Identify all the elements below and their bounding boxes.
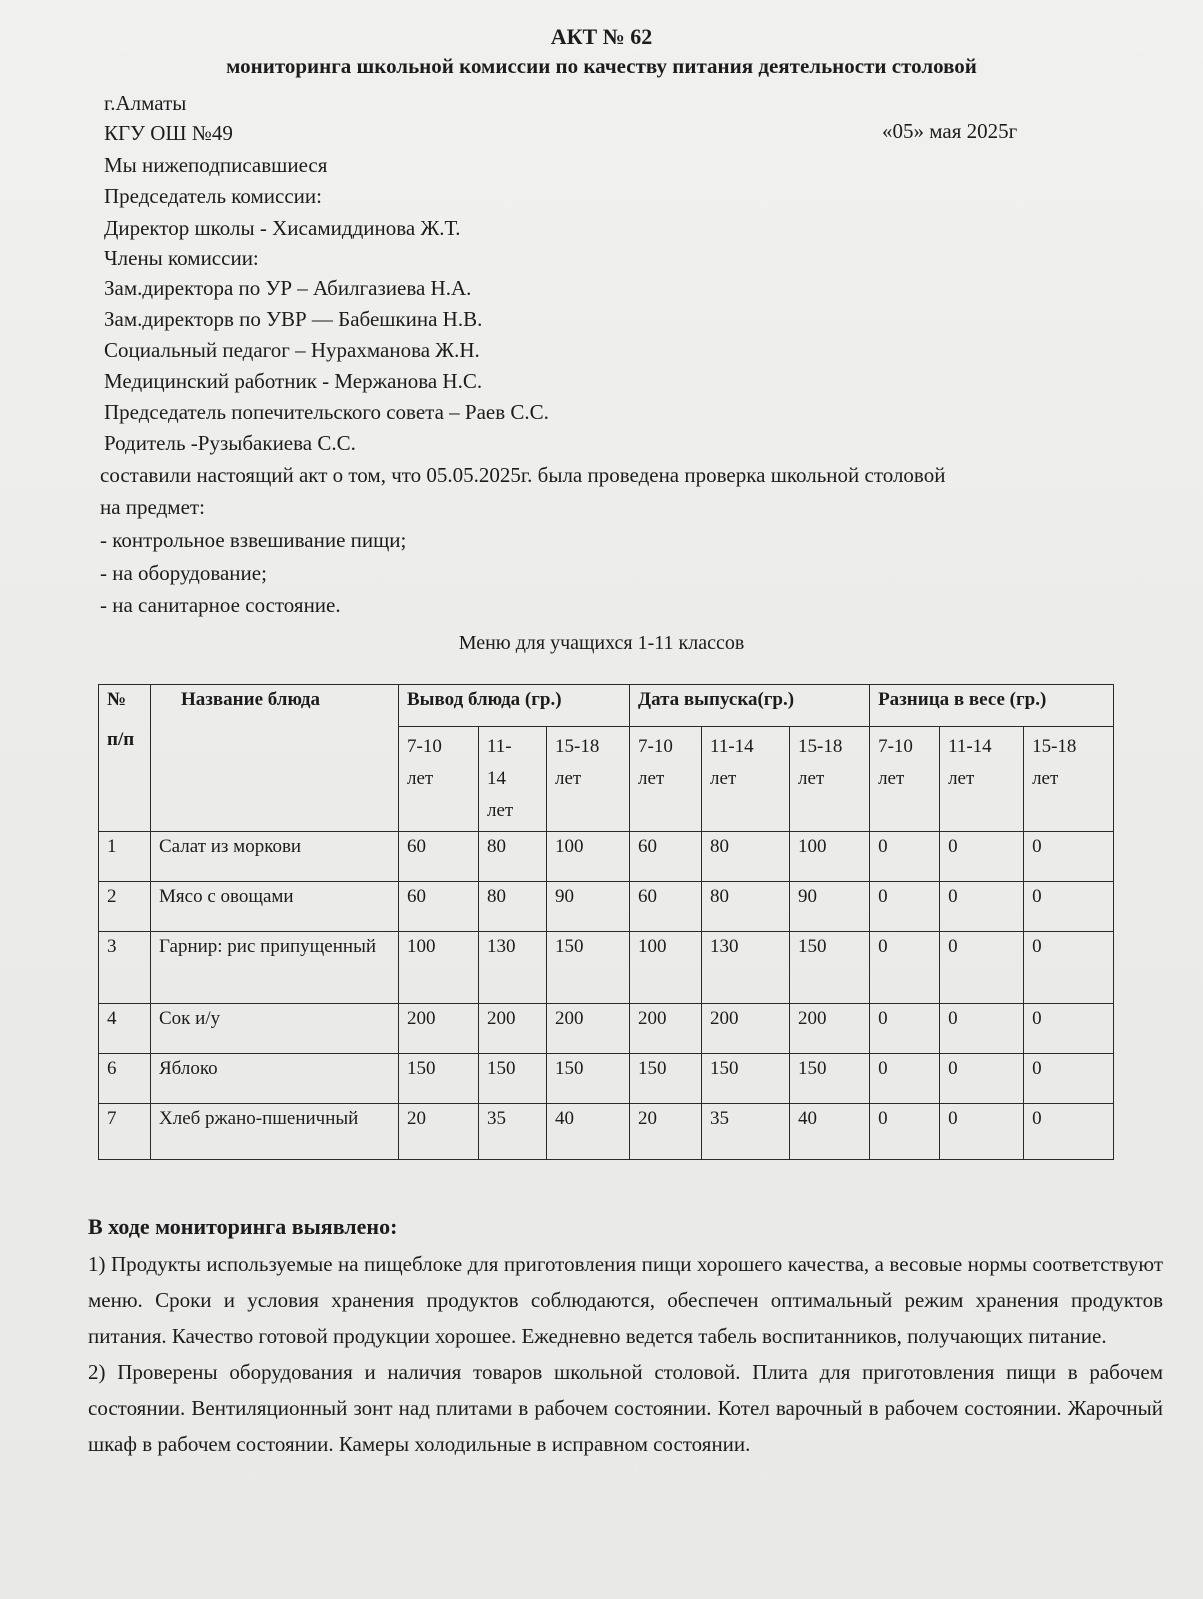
cell-value: 0: [940, 882, 1024, 932]
subheader-age: 11- 14 лет: [479, 727, 547, 832]
table-row: [99, 932, 1114, 1004]
act-date: «05» мая 2025г: [882, 119, 1018, 143]
cell-value: 20: [399, 1104, 479, 1160]
cell-value: 0: [940, 1054, 1024, 1104]
header-difference: Разница в весе (гр.): [870, 685, 1114, 727]
table-header-row: [99, 685, 1114, 727]
header-dish-name: Название блюда: [151, 685, 399, 832]
cell-value: 35: [479, 1104, 547, 1160]
cell-value: 130: [479, 932, 547, 1004]
body-line: на предмет:: [100, 495, 205, 519]
header-release: Дата выпуска(гр.): [630, 685, 870, 727]
cell-value: 200: [630, 1004, 702, 1054]
cell-value: 0: [1024, 882, 1114, 932]
body-line: Председатель попечительского совета – Раев С.С.: [104, 400, 549, 424]
cell-value: 80: [479, 832, 547, 882]
cell-value: 150: [479, 1054, 547, 1104]
cell-value: 0: [940, 832, 1024, 882]
body-line: Зам.директорв по УВР — Бабешкина Н.В.: [104, 307, 483, 331]
subheader-age: 15-18 лет: [790, 727, 870, 832]
header-num: № п/п: [99, 685, 151, 832]
body-line: Директор школы - Хисамиддинова Ж.Т.: [104, 216, 461, 240]
school-name: КГУ ОШ №49: [104, 121, 233, 145]
cell-value: 60: [399, 882, 479, 932]
cell-value: 0: [870, 1004, 940, 1054]
table-row: [99, 1104, 1114, 1160]
cell-value: 90: [547, 882, 630, 932]
header-output: Вывод блюда (гр.): [399, 685, 630, 727]
cell-value: 100: [399, 932, 479, 1004]
body-line: Председатель комиссии:: [104, 184, 322, 208]
cell-value: 60: [630, 832, 702, 882]
cell-value: 150: [399, 1054, 479, 1104]
table-row: [99, 882, 1114, 932]
cell-value: 0: [870, 882, 940, 932]
dish-name: Салат из моркови: [151, 832, 399, 882]
body-line: составили настоящий акт о том, что 05.05.2025г. была проведена проверка школьной столовой: [100, 463, 946, 487]
body-line: Родитель -Рузыбакиева С.С.: [104, 431, 356, 455]
cell-value: 100: [547, 832, 630, 882]
cell-value: 0: [1024, 1054, 1114, 1104]
subheader-age: 7-10 лет: [399, 727, 479, 832]
cell-value: 90: [790, 882, 870, 932]
body-line: Социальный педагог – Нурахманова Ж.Н.: [104, 338, 480, 362]
cell-value: 0: [1024, 1104, 1114, 1160]
cell-value: 130: [702, 932, 790, 1004]
table-row: [99, 832, 1114, 882]
cell-value: 200: [399, 1004, 479, 1054]
subheader-age: 15-18 лет: [1024, 727, 1114, 832]
subheader-age: 11-14 лет: [940, 727, 1024, 832]
row-num: 4: [99, 1004, 151, 1054]
cell-value: 0: [1024, 832, 1114, 882]
row-num: 2: [99, 882, 151, 932]
body-line: - на санитарное состояние.: [100, 593, 341, 617]
subheader-age: 11-14 лет: [702, 727, 790, 832]
body-line: Члены комиссии:: [104, 246, 259, 270]
findings-section: [88, 1214, 1163, 1462]
cell-value: 150: [702, 1054, 790, 1104]
cell-value: 0: [940, 1004, 1024, 1054]
cell-value: 0: [870, 932, 940, 1004]
cell-value: 80: [702, 832, 790, 882]
cell-value: 80: [479, 882, 547, 932]
table-row: [99, 1004, 1114, 1054]
cell-value: 200: [547, 1004, 630, 1054]
cell-value: 0: [940, 1104, 1024, 1160]
cell-value: 150: [547, 932, 630, 1004]
cell-value: 40: [547, 1104, 630, 1160]
dish-name: Сок и/у: [151, 1004, 399, 1054]
body-line: Зам.директора по УР – Абилгазиева Н.А.: [104, 276, 472, 300]
body-line: Мы нижеподписавшиеся: [104, 153, 328, 177]
dish-name: Гарнир: рис припущенный: [151, 932, 399, 1004]
act-title: АКТ № 62: [550, 24, 653, 49]
cell-value: 20: [630, 1104, 702, 1160]
cell-value: 150: [547, 1054, 630, 1104]
dish-name: Хлеб ржано-пшеничный: [151, 1104, 399, 1160]
cell-value: 150: [790, 1054, 870, 1104]
cell-value: 80: [702, 882, 790, 932]
cell-value: 40: [790, 1104, 870, 1160]
cell-value: 0: [1024, 932, 1114, 1004]
cell-value: 150: [630, 1054, 702, 1104]
dish-name: Яблоко: [151, 1054, 399, 1104]
cell-value: 200: [479, 1004, 547, 1054]
body-line: Медицинский работник - Мержанова Н.С.: [104, 369, 483, 393]
row-num: 7: [99, 1104, 151, 1160]
cell-value: 35: [702, 1104, 790, 1160]
city: г.Алматы: [104, 91, 187, 115]
row-num: 1: [99, 832, 151, 882]
cell-value: 0: [870, 832, 940, 882]
cell-value: 60: [399, 832, 479, 882]
cell-value: 100: [790, 832, 870, 882]
cell-value: 0: [870, 1054, 940, 1104]
cell-value: 200: [702, 1004, 790, 1054]
body-line: - на оборудование;: [100, 561, 267, 585]
dish-name: Мясо с овощами: [151, 882, 399, 932]
cell-value: 0: [1024, 1004, 1114, 1054]
body-line: - контрольное взвешивание пищи;: [100, 528, 407, 552]
cell-value: 200: [790, 1004, 870, 1054]
cell-value: 0: [870, 1104, 940, 1160]
row-num: 6: [99, 1054, 151, 1104]
table-row: [99, 1054, 1114, 1104]
menu-title: Меню для учащихся 1-11 классов: [458, 632, 745, 654]
subheader-age: 7-10 лет: [630, 727, 702, 832]
findings-heading: В ходе мониторинга выявлено:: [88, 1214, 398, 1239]
cell-value: 0: [940, 932, 1024, 1004]
subheader-age: 7-10 лет: [870, 727, 940, 832]
cell-value: 100: [630, 932, 702, 1004]
menu-table: [98, 684, 1114, 1160]
cell-value: 150: [790, 932, 870, 1004]
subheader-age: 15-18 лет: [547, 727, 630, 832]
finding-paragraph-2: 2) Проверены оборудования и наличия товаров школьной столовой. Плита для приготовления пищи в рабочем состоянии. Вентиляционный зонт над плитами в рабочем состоянии. Котел варочный в рабочем состоянии. Жарочный шкаф в рабочем состоянии. Камеры холодильные в исправном состоянии.: [88, 1360, 1163, 1456]
act-subtitle: мониторинга школьной комиссии по качеству питания деятельности столовой: [226, 54, 977, 78]
finding-paragraph-1: 1) Продукты используемые на пищеблоке для приготовления пищи хорошего качества, а весовые нормы соответствуют меню. Сроки и условия хранения продуктов соблюдаются, обеспечен оптимальный режим хранения продуктов питания. Качество готовой продукции хорошее. Ежедневно ведется табель воспитанников, получающих питание.: [88, 1252, 1163, 1348]
cell-value: 60: [630, 882, 702, 932]
row-num: 3: [99, 932, 151, 1004]
